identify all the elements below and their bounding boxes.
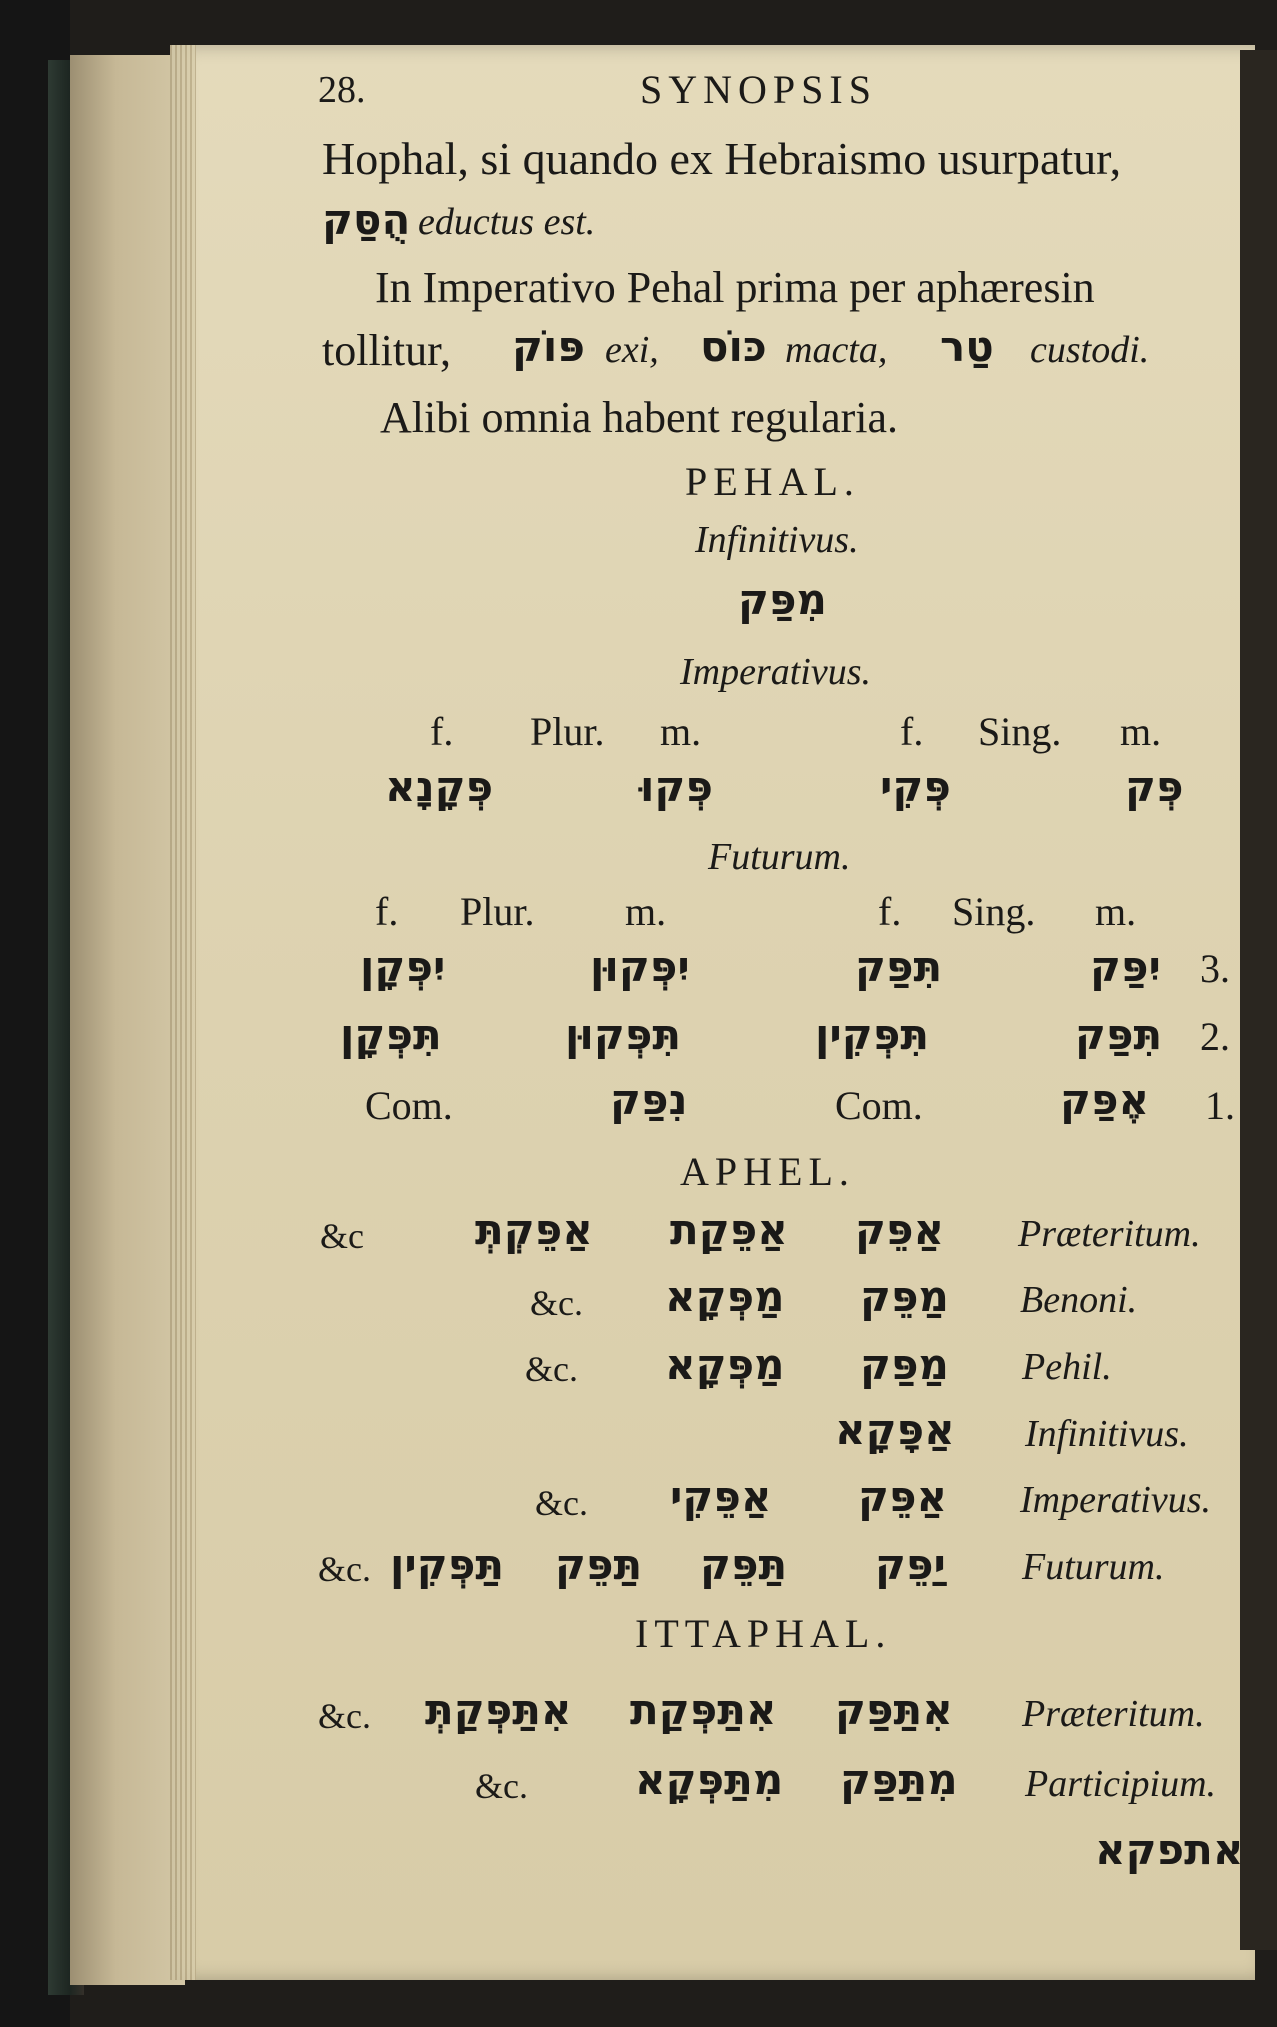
intro-hebrew-kos: כּוֹס [700,322,767,371]
itt-part-label: Participium. [1025,1763,1217,1805]
pehal-infinitivus-form: מִפַּק [738,575,827,624]
intro-line-1: Hophal, si quando ex Hebraismo usurpatur, [322,133,1122,184]
intro-hebrew-tar: טַר [940,322,994,371]
intro-hebrew-pok: פּוֹק [512,322,585,371]
ittaphal-title: ITTAPHAL. [635,1611,892,1656]
fut1-number: 1. [1205,1083,1235,1128]
intro-line-5: Alibi omnia habent regularia. [380,393,899,442]
aphel-benoni-label: Benoni. [1020,1279,1138,1321]
aphel-title: APHEL. [680,1149,855,1194]
fut-header-sing: Sing. [952,889,1036,934]
fut2-m-sing: תִּפַּק [1075,1010,1163,1059]
itt-praet-etc: &c. [318,1696,371,1736]
aphel-fut-form-4: תַּפְּקִין [390,1540,505,1589]
aphel-praet-etc: &c [320,1216,364,1256]
aphel-imp-form-1: אַפֵּק [858,1472,948,1521]
itt-part-form-2: מִתַּפְּקָא [635,1755,784,1804]
fut3-number: 3. [1200,946,1230,991]
aphel-praet-form-2: אַפֵּקַת [670,1205,788,1254]
imp-form-f-plur: פְּקָנָא [385,762,494,811]
aphel-pehil-form-2: מַפְּקָא [665,1340,785,1389]
pehal-infinitivus-label: Infinitivus. [695,519,859,561]
aphel-praet-form-1: אַפֵּק [855,1205,945,1254]
fut-header-m-sing: m. [1095,889,1137,934]
itt-praet-label: Præteritum. [1022,1693,1205,1735]
fut3-f-plur: יִפְּקָן [360,942,446,991]
aphel-pehil-form-1: מַפַּק [860,1340,949,1389]
page-edges [70,55,185,1985]
intro-gloss-exi: exi, [605,329,659,371]
aphel-fut-label: Futurum. [1022,1546,1165,1588]
fut-header-m-plur: m. [625,889,667,934]
aphel-fut-form-3: תַּפֵּק [555,1540,643,1589]
imp-form-m-sing: פְּק [1125,762,1184,811]
itt-part-form-1: מִתַּפַּק [840,1755,958,1804]
intro-gloss-1: eductus est. [418,201,596,243]
intro-line-4: tollitur, [322,326,452,375]
aphel-inf-label: Infinitivus. [1025,1413,1189,1455]
aphel-benoni-form-1: מַפֵּק [860,1272,949,1321]
page-number: 28. [318,69,366,111]
aphel-praet-label: Præteritum. [1018,1213,1201,1255]
aphel-fut-etc: &c. [318,1549,371,1589]
aphel-fut-form-2: תַּפֵּק [700,1540,788,1589]
aphel-pehil-etc: &c. [525,1349,578,1389]
intro-line-3: In Imperativo Pehal prima per aphæresin [375,263,1095,312]
fut1-com-sing: Com. [835,1083,923,1128]
imp-form-f-sing: פְּקִי [880,762,951,811]
imp-form-m-plur: פְּקוּ [640,762,713,811]
fut1-m-plur: נִפַּק [610,1075,688,1124]
imp-header-m-plur: m. [660,709,702,754]
imp-header-sing: Sing. [978,709,1062,754]
right-edge [1240,50,1277,1950]
pehal-imperativus-label: Imperativus. [680,651,872,693]
itt-part-etc: &c. [475,1766,528,1806]
itt-praet-form-3: אִתַּפְּקַתְּ [425,1685,572,1734]
fut1-com-plur: Com. [365,1083,453,1128]
running-head: SYNOPSIS [640,67,877,112]
intro-gloss-macta: macta, [785,329,888,371]
itt-praet-form-2: אִתַּפְּקַת [630,1685,777,1734]
fut3-m-sing: יִפַּק [1090,942,1161,991]
intro-gloss-custodi: custodi. [1030,329,1150,371]
aphel-imp-form-2: אַפֵּקִי [670,1472,772,1521]
aphel-inf-form: אַפָּקָא [835,1405,955,1454]
fut-header-plur: Plur. [460,889,535,934]
aphel-imp-etc: &c. [535,1483,588,1523]
imp-header-m-sing: m. [1120,709,1162,754]
itt-praet-form-1: אִתַּפַּק [835,1685,953,1734]
aphel-fut-form-1: יַפֵּק [875,1540,946,1589]
fut3-m-plur: יִפְּקוּן [590,942,690,991]
imp-header-plur: Plur. [530,709,605,754]
imp-header-f-sing: f. [900,709,924,754]
catchword: אתפקא [1095,1825,1244,1874]
fut2-m-plur: תִּפְּקוּן [565,1010,682,1059]
imp-header-f-plur: f. [430,709,454,754]
aphel-benoni-etc: &c. [530,1283,583,1323]
page-stack [170,45,196,1980]
fut1-m-sing: אֶפַּק [1060,1075,1150,1124]
pehal-futurum-label: Futurum. [708,836,851,878]
aphel-pehil-label: Pehil. [1022,1346,1112,1388]
fut-header-f-plur: f. [375,889,399,934]
aphel-benoni-form-2: מַפְּקָא [665,1272,785,1321]
intro-hebrew-1: הֻסַּק [322,195,411,244]
aphel-praet-form-3: אַפֵּקְתְּ [475,1205,593,1254]
pehal-title: PEHAL. [685,459,860,504]
fut2-f-plur: תִּפְּקָן [340,1010,442,1059]
aphel-imp-label: Imperativus. [1020,1479,1212,1521]
fut2-f-sing: תִּפְּקִין [815,1010,930,1059]
fut-header-f-sing: f. [878,889,902,934]
fut3-f-sing: תִּפַּק [855,942,943,991]
fut2-number: 2. [1200,1014,1230,1059]
